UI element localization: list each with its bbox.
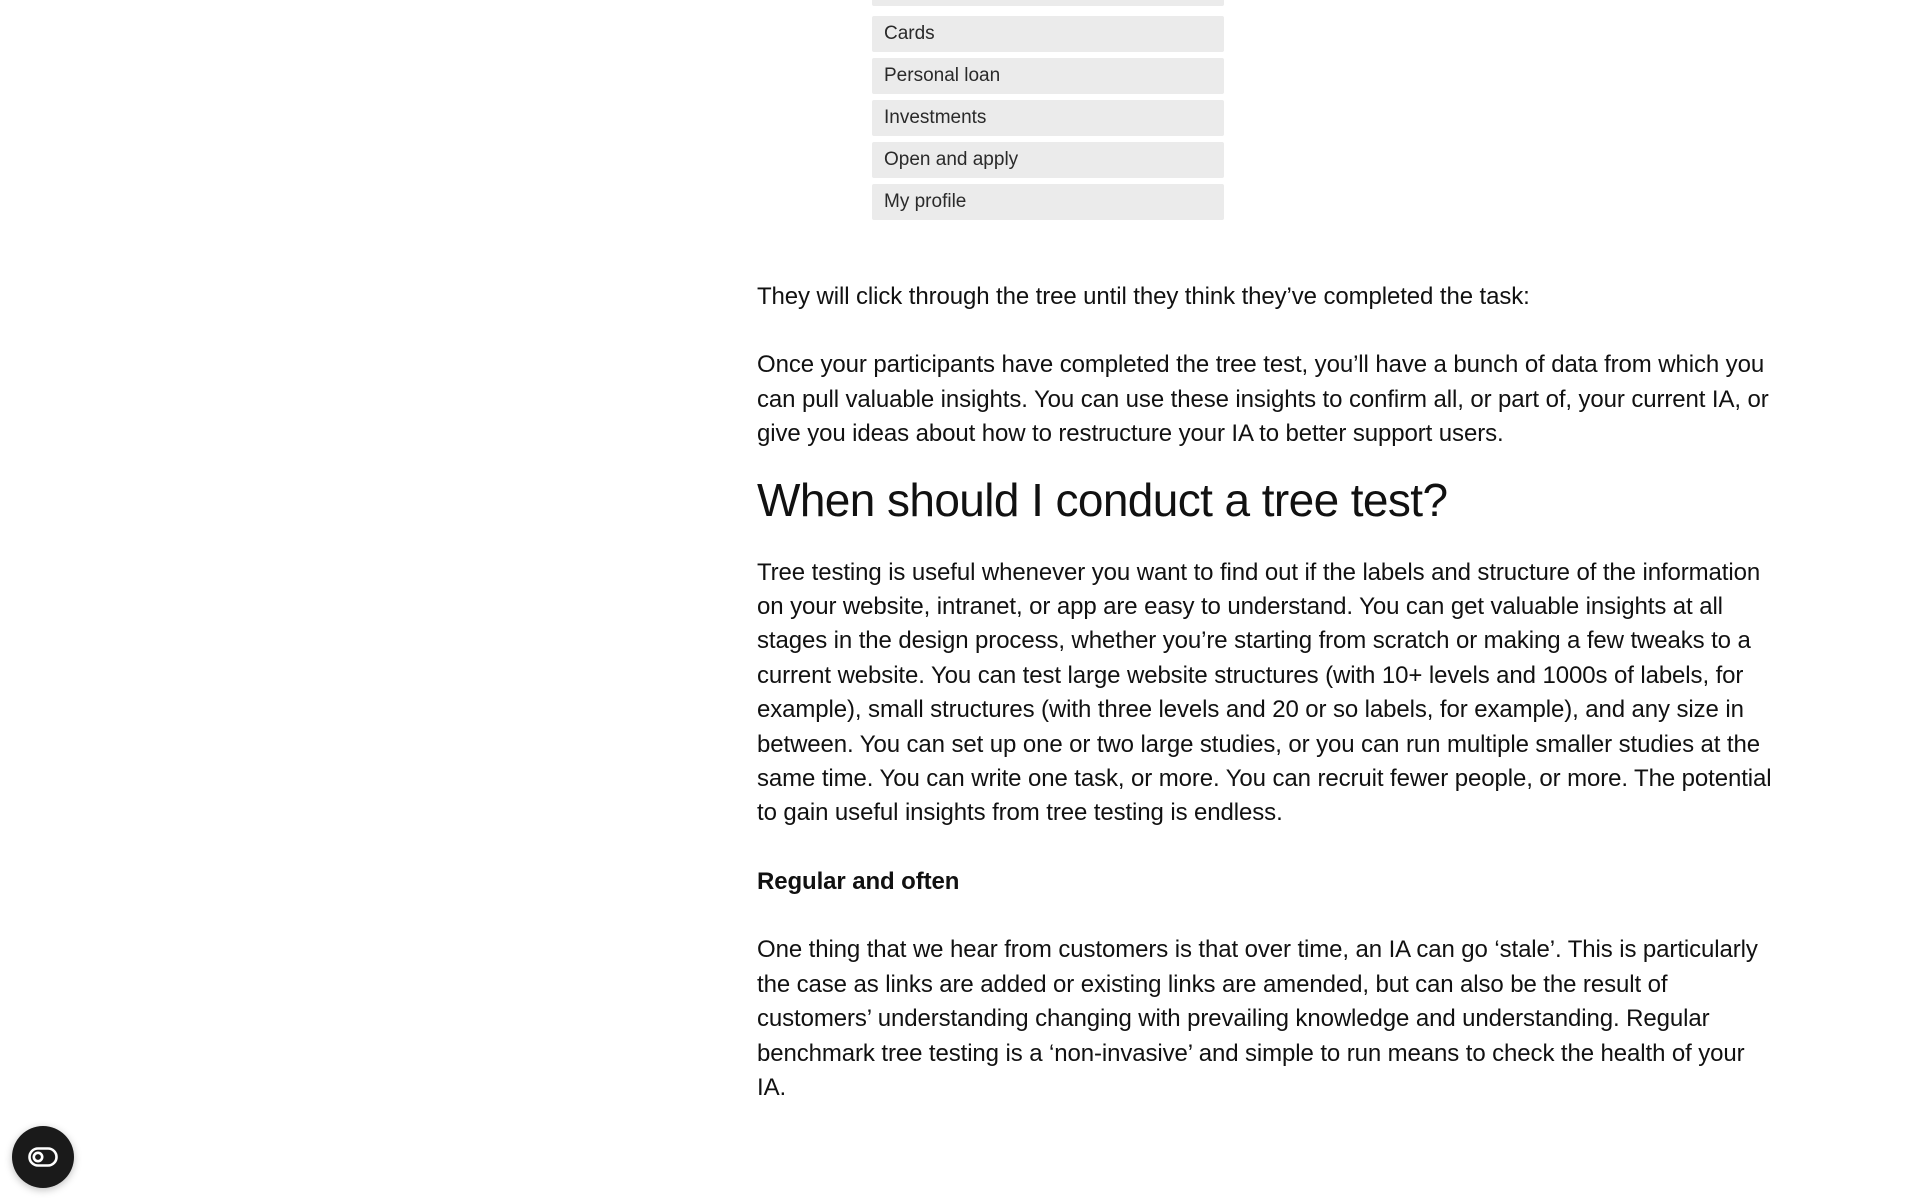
- paragraph-ia-stale: One thing that we hear from customers is that over time, an IA can go ‘stale’. This is particularly the case as links are added or existing links are amended, but can also be the result of customers’ understanding changing with prevailing knowledge and understanding. Regular benchmark tree testing is a ‘non-invasive’ and simple to run means to check the health of your IA.: [757, 936, 1758, 1101]
- tree-test-menu-image: [872, 0, 1224, 224]
- tree-item-my-profile: My profile: [872, 184, 1224, 220]
- accessibility-toggle-button[interactable]: [12, 1126, 74, 1188]
- tree-item-cards: Cards: [872, 16, 1224, 52]
- tree-item-personal-loan: Personal loan: [872, 58, 1224, 94]
- accessibility-toggle-icon: [28, 1147, 58, 1167]
- heading-when-to-tree-test: When should I conduct a tree test?: [757, 473, 1448, 526]
- article-body: [757, 280, 1777, 1139]
- paragraph-tree-testing-useful: Tree testing is useful whenever you want to find out if the labels and structure of the information on your website, intranet, or app are easy to understand. You can get valuable insights at all stages in the design process, whether you’re starting from scratch or making a few tweaks to a current website. You can test large website structures (with 10+ levels and 1000s of labels, for example), small structures (with three levels and 20 or so labels, for example), and any size in between. You can set up one or two large studies, or you can run multiple smaller studies at the same time. You can write one task, or more. You can recruit fewer people, or more. The potential to gain useful insights from tree testing is endless.: [757, 558, 1772, 827]
- tree-item-everyday-banking: [872, 0, 1224, 6]
- tree-item-open-and-apply: Open and apply: [872, 142, 1224, 178]
- paragraph-insights: Once your participants have completed the tree test, you’ll have a bunch of data from which you can pull valuable insights. You can use these insights to confirm all, or part of, your current IA, or give you ideas about how to restructure your IA to better support users.: [757, 351, 1769, 448]
- paragraph-click-through: They will click through the tree until they think they’ve completed the task:: [757, 283, 1530, 310]
- subheading-regular-and-often: Regular and often: [757, 867, 960, 895]
- tree-item-investments: Investments: [872, 100, 1224, 136]
